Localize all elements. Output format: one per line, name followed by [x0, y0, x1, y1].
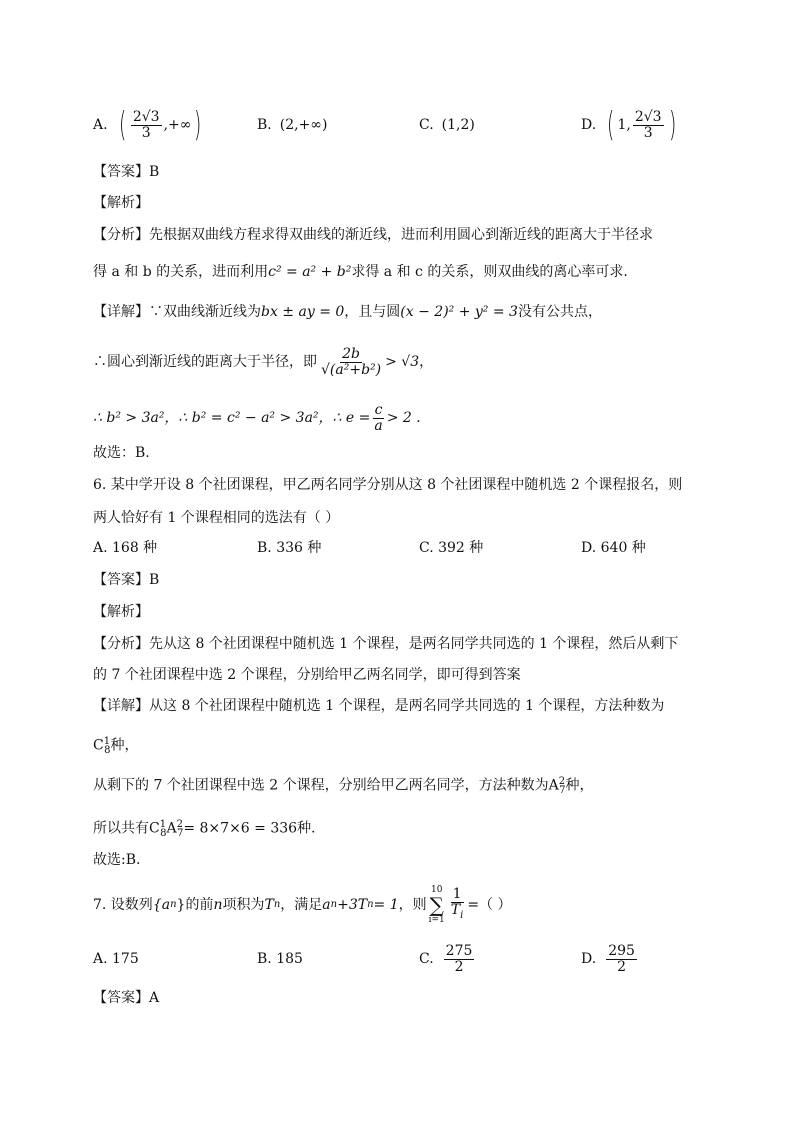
q6-analysis-heading: 【解析】 [93, 604, 149, 620]
q7-option-d: D. $\frac{295}{2}$ [581, 942, 635, 975]
q6-option-d: D. 640 种 [581, 540, 646, 556]
q6-option-c: C. 392 种 [419, 540, 484, 556]
q5-option-a-fraction: $\frac{2√3}{3}$ [132, 108, 160, 141]
q5-option-b: B. (2,+∞) [257, 117, 328, 133]
q7-options [93, 934, 713, 984]
q6-option-a: A. 168 种 [93, 540, 158, 556]
q6-detail-line2: $C^1_8$种， [93, 736, 139, 757]
q5-options [93, 100, 713, 150]
q5-option-a: A. ( $\frac{2√3}{3}$ ,+∞ ) [93, 105, 202, 145]
q7-option-b: B. 185 [257, 951, 303, 967]
q6-fenxi-line1: 【分析】先从这 8 个社团课程中随机选 1 个课程，是两名同学共同选的 1 个课程，然后从剩下 [93, 636, 679, 652]
q5-fenxi-line1: 【分析】先根据双曲线方程求得双曲线的渐近线，进而利用圆心到渐近线的距离大于半径求 [93, 227, 653, 243]
q7-option-c: C. $\frac{275}{2}$ [419, 942, 473, 975]
q6-detail-line1: 【详解】从这 8 个社团课程中随机选 1 个课程，是两名同学共同选的 1 个课程，方法种数为 [93, 698, 665, 714]
q7-stem: 7. 设数列 {a n } 的前 n 项积为 T n ，满足 a n +3T n = 1 ，则 10 ∑ i=1 $\frac{1}{T_i}$ =（ ） [93, 885, 512, 925]
q5-detail-line1: 【详解】∵双曲线渐近线为bx ± ay = 0，且与圆(x − 2)² + y² = 3没有公共点， [93, 304, 602, 320]
summation-symbol: 10 ∑ i=1 [428, 885, 445, 925]
q6-detail-line3: 从剩下的 7 个社团课程中选 2 个课程，分别给甲乙两名同学，方法种数为$A^2_7$种， [93, 776, 594, 797]
q6-answer: 【答案】B [93, 572, 160, 588]
q6-fenxi-line2: 的 7 个社团课程中选 2 个课程，分别给甲乙两名同学，即可得到答案 [93, 667, 521, 683]
q5-choose: 故选：B. [93, 445, 150, 461]
q6-stem-line1: 6. 某中学开设 8 个社团课程，甲乙两名同学分别从这 8 个社团课程中随机选 2 个课程报名，则 [93, 477, 683, 493]
q7-answer: 【答案】A [93, 990, 160, 1006]
q6-choose: 故选:B. [93, 852, 141, 868]
q5-fenxi-line2: 得 a 和 b 的关系，进而利用c² = a² + b²求得 a 和 c 的关系，则双曲线的离心率可求. [93, 264, 628, 280]
q5-detail-line2: ∴圆心到渐近线的距离大于半径，即 $\frac{2b}{\text{√(a²+b²)}}$ > √3 ， [93, 345, 434, 378]
q5-option-d: D. ( 1, $\frac{2√3}{3}$ ) [581, 105, 676, 145]
q5-answer: 【答案】B [93, 164, 160, 180]
q7-option-a: A. 175 [93, 951, 139, 967]
q5-option-c: C. (1,2) [419, 117, 475, 133]
q5-distance-fraction: $\frac{2b}{\text{√(a²+b²)}}$ [321, 345, 382, 378]
q5-detail-line3: ∴ b² > 3a²，∴ b² = c² − a² > 3a²，∴ e = $\frac{c}{a}$ > 2 . [93, 401, 421, 434]
q5-analysis-heading: 【解析】 [93, 195, 149, 211]
q6-option-b: B. 336 种 [257, 540, 322, 556]
q5-eccentricity-fraction: $\frac{c}{a}$ [374, 401, 383, 434]
q7-reciprocal-fraction: $\frac{1}{T_i}$ [450, 886, 464, 921]
q6-detail-line4: 所以共有$C^1_8A^2_7= 8\times 7\times 6 = 336$种. [93, 819, 316, 840]
q5-option-d-fraction: $\frac{2√3}{3}$ [634, 108, 662, 141]
q6-stem-line2: 两人恰好有 1 个课程相同的选法有（ ） [93, 510, 340, 526]
q6-options [93, 522, 713, 572]
